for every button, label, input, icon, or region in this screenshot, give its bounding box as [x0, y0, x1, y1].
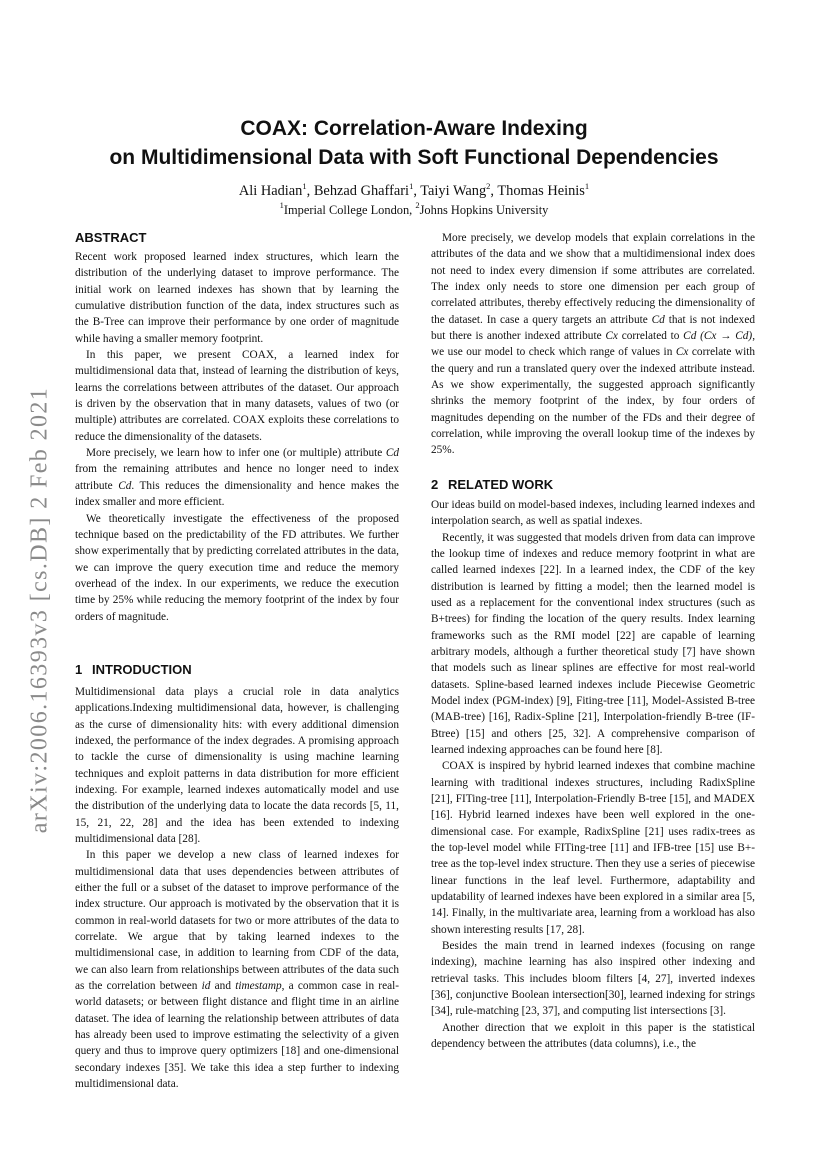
- arxiv-stamp: [20, 370, 60, 850]
- abstract-heading: ABSTRACT: [75, 230, 147, 245]
- affiliations: $^1$Imperial College London, $^2$Johns Hopkins University: [279, 200, 549, 217]
- text-run: , a common case in real-world datasets; or between flight distance and flight time in an airline dataset. The idea of learning the relationship between attributes of data has already been used to improve estimating the selectivity of a given query and thus to improve query optimizers [18] and one-dimensional secondary indexes [35]. We take this idea a step further to indexing multidimensional data.: [75, 980, 399, 1091]
- text-run: from the remaining attributes and hence no longer need to index attribute: [75, 463, 399, 492]
- abstract-paragraph: In this paper, we present COAX, a learned index for multidimensional data that, instead of learning the distribution of keys, learns the correlations between attributes of the dataset. Our approach is driven by the observation that in many datasets, values of two (or multiple) attributes are correlated. COAX exploits these correlations to reduce the dimensionality of the datasets.: [75, 349, 399, 443]
- abstract-paragraph: Recent work proposed learned index structures, which learn the distribution of the underlying dataset to improve performance. The initial work on learned indexes has shown that by learning the cumulative distribution function of the data, index structures such as the B-Tree can improve their performance by one order of magnitude while having a smaller memory footprint.: [75, 251, 399, 345]
- related-paragraph: Our ideas build on model-based indexes, including learned indexes and interpolation search, as well as spatial indexes.: [431, 498, 755, 528]
- title-line-1: COAX: Correlation-Aware Indexing: [240, 117, 588, 140]
- related-paragraph: Another direction that we exploit in this paper is the statistical dependency between the attributes (data columns), i.e., the: [431, 1021, 755, 1051]
- intro-paragraph: [75, 847, 399, 1092]
- author-affil-mark: 1: [584, 181, 590, 191]
- author-name: Taiyi Wang: [420, 183, 487, 199]
- text-run: correlated to: [621, 330, 680, 343]
- related-paragraph: COAX is inspired by hybrid learned indexes that combine machine learning with traditional indexes structures, including RadixSpline [21], FITing-tree [11], Interpolation-Friendly B-tree [15], and MADEX [16]. Hybrid learned indexes have been well explored in the one-dimensional case. For example, RadixSpline [21] uses radix-trees as the top-level model while FITing-tree [11] and IFB-tree [15] use B+-tree as the top-level index structure. Then they use a series of piecewise linear functions in the leaf level. Furthermore, adaptability and updatability of learned indexes have been explored in a similar area [5, 14]. Finally, in the multivariate area, learning from a workload has also shown interesting results [17, 28].: [431, 760, 755, 936]
- section-title: INTRODUCTION: [92, 661, 192, 677]
- math-id: id: [201, 980, 211, 993]
- author-affil-mark: 1: [409, 181, 414, 191]
- author-block: [60, 182, 768, 220]
- text-run: and: [214, 980, 231, 993]
- affiliation-name: Imperial College London: [283, 203, 410, 217]
- math-cx-to-cd: (Cx → Cd): [700, 330, 753, 343]
- text-run: . This reduces the dimensionality and hence makes the index smaller and more efficient.: [75, 479, 399, 509]
- paper-title: [60, 114, 768, 172]
- author-name: Behzad Ghaffari: [313, 183, 410, 199]
- related-paragraph: Besides the main trend in learned indexes (focusing on range indexing), machine learning has also inspired other indexing and retrieval tasks. This includes bloom filters [4, 27], inverted indexes [36], conjunctive Boolean intersection[30], learned indexing for strings [34], rule-matching [23, 37], and computing list intersections [3].: [431, 940, 755, 1018]
- abstract-paragraph: We theoretically investigate the effectiveness of the proposed technique based on the predictability of the FD attributes. We further show experimentally that by predicting correlated attributes in the data, we can improve the query execution time and reduce the memory overhead of the index. In our experiments, we reduce the execution time by 25% while reducing the memory footprint of the index by four orders of magnitude.: [75, 512, 399, 623]
- author-name: Ali Hadian: [238, 183, 303, 199]
- arxiv-identifier: arXiv:2006.16393v3 [cs.DB] 2 Feb 2021: [26, 386, 53, 834]
- title-line-2: on Multidimensional Data with Soft Functional Dependencies: [109, 146, 719, 169]
- text-run: More precisely, we learn how to infer one (or multiple) attribute: [86, 447, 383, 460]
- author-affil-mark: 1: [302, 181, 307, 191]
- affil-mark: 2: [415, 200, 420, 210]
- abstract-paragraph: [75, 445, 399, 510]
- author-affil-mark: 2: [486, 181, 491, 191]
- text-run: In this paper we develop a new class of learned indexes for multidimensional data that uses dependencies between attributes of either the full or a subset of the dataset to improve performance of the index structure. Our approach is motivated by the observation that it is common in real-world datasets for two or more attributes of the data to correlate. We argue that by taking learned indexes to the multidimensional case, in addition to learning from CDF of the data, we can also learn from relationships between attributes of the data such as the correlation between: [75, 849, 399, 993]
- text-run: that is not indexed but there is another indexed attribute: [431, 313, 755, 343]
- related-paragraph: Recently, it was suggested that models driven from data can improve the lookup time of indexes and reduce memory footprint in what are called learned indexes [22]. In a learned index, the CDF of the key distribution is learned by fitting a model; then the learned model is used as a replacement for the conventional index structures (such as B+trees) for finding the location of the query results. Index learning frameworks such as the RMI model [22] are capable of learning arbitrary models, although a further theoretical study [7] have shown that models such as linear splines are effective for most real-world datasets. Spline-based learned indexes include Piecewise Geometric Model index (PGM-index) [9], Fiting-tree [11], Model-Assisted B-tree (MAB-tree) [16], Radix-Spline [21], Interpolation-friendly B-tree (IF-Btree) [15] and others [25, 32]. A comprehensive comparison of learned indexing approaches can be found here [8].: [431, 531, 755, 756]
- math-cd: Cd: [651, 313, 665, 326]
- math-cx: Cx: [605, 330, 618, 343]
- text-run: More precisely, we develop models that explain correlations in the attributes of the data and we show that a multidimensional index does not need to index every dimension if some attributes are correlated. The index only needs to store one dimension per each group of correlated attributes, thereby effectively reducing the dimensionality of the dataset. In case a query targets an attribute: [431, 232, 755, 326]
- author-list: Ali Hadian$^1$, Behzad Ghaffari$^1$, Taiyi Wang$^2$, Thomas Heinis$^1$: [238, 181, 590, 199]
- math-cx: Cx: [675, 346, 689, 359]
- intro-paragraph: Multidimensional data plays a crucial role in data analytics applications.Indexing multidimensional data, however, is challenging as the curse of dimensionality hits: with every additional dimension indexed, the performance of the index degrades. A promising approach to tackle the curse of dimensionality is using machine learning techniques and exploit patterns in data distribution for more efficient indexing. For example, learned indexes automatically model and use the distribution of the underlying data to locate the data records [5, 11, 15, 21, 22, 28] and the idea has been extended to indexing multidimensional data [28].: [75, 685, 399, 845]
- right-column: [431, 230, 755, 1053]
- text-run: , we use our model to check which range of values in: [431, 330, 756, 359]
- math-timestamp: timestamp: [235, 980, 282, 993]
- section-number: 1: [75, 661, 83, 677]
- section-number: 2: [431, 476, 439, 492]
- related-work-heading: [431, 477, 755, 493]
- section-title: RELATED WORK: [448, 476, 554, 492]
- text-run: correlate with the query and run a translated query over the indexed attribute instead. As we show experimentally, the suggested approach significantly shrinks the memory footprint of the index, by four orders of magnitudes depending on the number of the FDs and their degree of correlation, while improving the overall lookup time of the indexes by 25%.: [431, 346, 755, 457]
- introduction-heading: [75, 662, 399, 678]
- math-cd: Cd: [683, 330, 697, 343]
- math-cd: Cd: [118, 479, 132, 492]
- left-column: [75, 230, 399, 1093]
- affiliation-name: Johns Hopkins University: [419, 203, 549, 217]
- author-name: Thomas Heinis: [497, 183, 585, 199]
- math-cd: Cd: [385, 447, 399, 460]
- intro-continued-paragraph: [431, 230, 755, 459]
- affil-mark: 1: [279, 200, 284, 210]
